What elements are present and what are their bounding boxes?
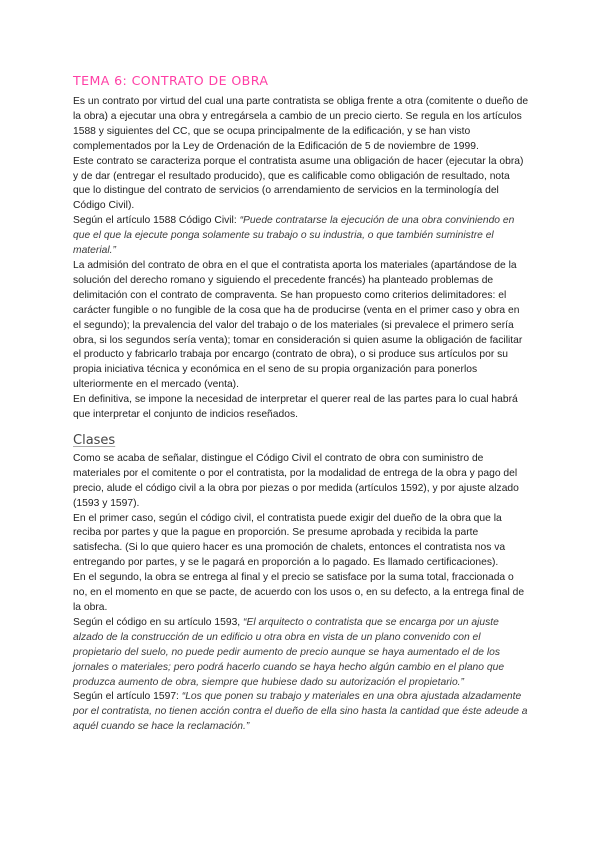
clases-paragraph-intro: Como se acaba de señalar, distingue el Código Civil el contrato de obra con suministro de materiales por el comitente o por el contratista, por la modalidad de entrega de la obra y pago del precio, alude el código civil a la obra por piezas o por medida (artículos 1592), y por ajuste alzado (1593 y 1597). bbox=[73, 452, 519, 509]
article-1593-quote: “El arquitecto o contratista que se encarga por un ajuste alzado de la construcción de un edificio u otra obra en vista de un plano convenido con el propietario del suelo, no puede pedir aumento de precio aunque se haya aumentado el de los jornales o materiales; pero podrá hacerlo cuando se haya hecho algún cambio en el plano que produzca aumento de obra, siempre que hubiese dado su autorización el propietario.” bbox=[73, 616, 505, 688]
document-page bbox=[73, 72, 529, 735]
clases-paragraph-article-1597 bbox=[73, 690, 529, 735]
article-1588-lead: Según el artículo 1588 Código Civil: bbox=[73, 215, 240, 227]
article-1588-quote: “Puede contratarse la ejecución de una obra conviniendo en que el que la ejecute ponga solamente su trabajo o su industria, o que también suministre el material.” bbox=[73, 215, 515, 257]
intro-paragraph-characteristics: Este contrato se caracteriza porque el contratista asume una obligación de hacer (ejecutar la obra) y de dar (entregar el resultado producido), que es calificable como obligación de resultado, nota que lo distingue del contrato de servicios (o arrendamiento de servicios en la terminología del Código Civil). bbox=[73, 155, 524, 212]
article-1597-quote: “Los que ponen su trabajo y materiales en una obra ajustada alzadamente por el contratista, no tienen acción contra el dueño de ella sino hasta la cantidad que éste adeude a aquél cuando se hace la reclamación.” bbox=[73, 691, 528, 733]
article-1597-lead: Según el artículo 1597: bbox=[73, 691, 182, 703]
intro-paragraph-delimitation: La admisión del contrato de obra en el que el contratista aporta los materiales (apartándose de la solución del derecho romano y siguiendo el precedente francés) ha planteado problemas de delimitación con el contrato de compraventa. Se han propuesto como criterios delimitadores: el carácter fungible o no fungible de la cosa que ha de producirse (venta en el primer caso y obra en el segundo); la prevalencia del valor del trabajo o de los materiales (si prevalece el primero sería obra, si los segundos sería venta); tomar en consideración si quien asume la obligación de facilitar el producto y fabricarlo trabaja por encargo (contrato de obra), o si produce sus artículos por su propia iniciativa técnica y económica en el seno de su propia organización para ponerlos ulteriormente en el mercado (venta). bbox=[73, 259, 523, 391]
intro-paragraph-article-1588 bbox=[73, 214, 529, 259]
clases-paragraph-article-1593 bbox=[73, 616, 529, 691]
section-heading-clases: Clases bbox=[73, 432, 116, 448]
intro-paragraph-definition: Es un contrato por virtud del cual una parte contratista se obliga frente a otra (comitente o dueño de la obra) a ejecutar una obra y entregársela a cambio de un precio cierto. Se regula en los artículos 1588 y siguientes del CC, que se ocupa principalmente de la edificación, y se han visto complementados por la Ley de Ordenación de la Edificación de 5 de noviembre de 1999. bbox=[73, 96, 529, 152]
article-1593-lead: Según el código en su artículo 1593, bbox=[73, 616, 244, 628]
intro-paragraph-conclusion: En definitiva, se impone la necesidad de interpretar el querer real de las partes para lo cual habrá que interpretar el conjunto de indicios reseñados. bbox=[73, 394, 518, 421]
clases-paragraph-first-case: En el primer caso, según el código civil, el contratista puede exigir del dueño de la obra que la reciba por partes y que la pague en proporción. Se presume aprobada y recibida la parte satisfecha. (Si lo que quiero hacer es una promoción de chalets, entonces el contratista nos va entregando por partes, y se le pagará en proporción a lo pagado. Es llamado certificaciones). bbox=[73, 512, 506, 569]
clases-paragraph-second-case: En el segundo, la obra se entrega al final y el precio se satisface por la suma total, fraccionada o no, en el momento en que se pacte, de acuerdo con los usos o, en su defecto, a la entrega final de la obra. bbox=[73, 572, 525, 613]
document-title: TEMA 6: CONTRATO DE OBRA bbox=[73, 73, 269, 88]
